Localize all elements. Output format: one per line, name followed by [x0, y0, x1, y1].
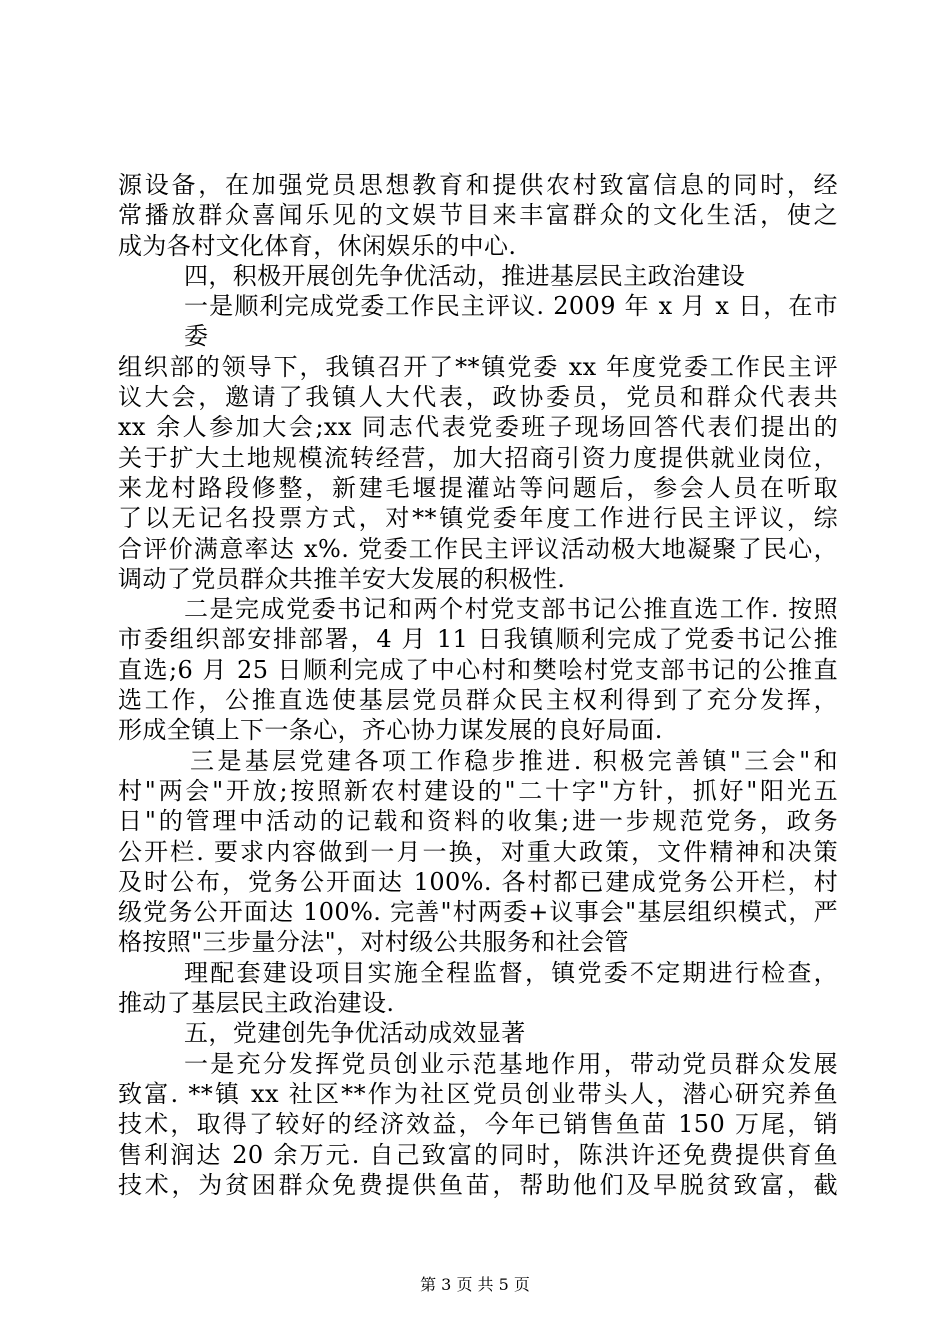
text-line: 致富. **镇 xx 社区**作为社区党员创业带头人，潜心研究养鱼 — [118, 1079, 838, 1108]
document-body — [118, 170, 838, 1200]
text-line: 选工作，公推直选使基层党员群众民主权利得到了充分发挥， — [118, 686, 838, 715]
text-line: 组织部的领导下，我镇召开了**镇党委 xx 年度党委工作民主评 — [118, 352, 838, 381]
text-line: 合评价满意率达 x%. 党委工作民主评议活动极大地凝聚了民心， — [118, 534, 838, 563]
text-line: 一是充分发挥党员创业示范基地作用，带动党员群众发展 — [184, 1049, 838, 1078]
text-line: 了以无记名投票方式，对**镇党委年度工作进行民主评议，综 — [118, 504, 838, 533]
text-line: 推动了基层民主政治建设. — [118, 989, 395, 1018]
text-line: 售利润达 20 余万元. 自己致富的同时，陈洪许还免费提供育鱼 — [118, 1140, 838, 1169]
text-line: 理配套建设项目实施全程监督，镇党委不定期进行检查， — [184, 958, 838, 987]
text-line: 日"的管理中活动的记载和资料的收集;进一步规范党务，政务 — [118, 807, 838, 836]
text-line: 议大会，邀请了我镇人大代表，政协委员，党员和群众代表共 — [118, 383, 838, 412]
text-line: 来龙村路段修整，新建毛堰提灌站等问题后，参会人员在听取 — [118, 473, 838, 502]
text-line: 常播放群众喜闻乐见的文娱节目来丰富群众的文化生活，使之 — [118, 201, 838, 230]
text-line: 源设备，在加强党员思想教育和提供农村致富信息的同时，经 — [118, 171, 838, 199]
text-line: xx 余人参加大会;xx 同志代表党委班子现场回答代表们提出的 — [118, 413, 838, 442]
text-line: 及时公布，党务公开面达 100%. 各村都已建成党务公开栏，村 — [118, 867, 838, 896]
text-line: 技术，取得了较好的经济效益，今年已销售鱼苗 150 万尾，销 — [118, 1110, 838, 1139]
text-line: 村"两会"开放;按照新农村建设的"二十字"方针，抓好"阳光五 — [118, 776, 838, 805]
text-line: 公开栏. 要求内容做到一月一换，对重大政策，文件精神和决策 — [118, 837, 838, 866]
text-line: 一是顺利完成党委工作民主评议. 2009 年 x 月 x 日，在市委 — [184, 292, 838, 351]
text-line: 四，积极开展创先争优活动，推进基层民主政治建设 — [184, 261, 746, 290]
text-line: 二是完成党委书记和两个村党支部书记公推直选工作. 按照 — [184, 595, 838, 624]
text-line: 市委组织部安排部署，4 月 11 日我镇顺利完成了党委书记公推 — [118, 625, 838, 654]
text-line: 技术，为贫困群众免费提供鱼苗，帮助他们及早脱贫致富，截 — [118, 1170, 838, 1199]
text-line: 形成全镇上下一条心，齐心协力谋发展的良好局面. — [118, 716, 663, 745]
text-line: 调动了党员群众共推羊安大发展的积极性. — [118, 564, 566, 593]
text-line: 格按照"三步量分法"，对村级公共服务和社会管 — [118, 928, 629, 957]
text-line: 直选;6 月 25 日顺利完成了中心村和樊哙村党支部书记的公推直 — [118, 655, 838, 684]
text-line: 成为各村文化体育，休闲娱乐的中心. — [118, 231, 517, 260]
text-line: 级党务公开面达 100%. 完善"村两委+议事会"基层组织模式，严 — [118, 898, 838, 927]
text-line: 关于扩大土地规模流转经营，加大招商引资力度提供就业岗位， — [118, 443, 838, 472]
text-line: 五，党建创先争优活动成效显著 — [184, 1019, 526, 1048]
page-footer: 第 3 页 共 5 页 — [420, 1275, 530, 1294]
text-line: 三是基层党建各项工作稳步推进. 积极完善镇"三会"和 — [190, 746, 838, 775]
